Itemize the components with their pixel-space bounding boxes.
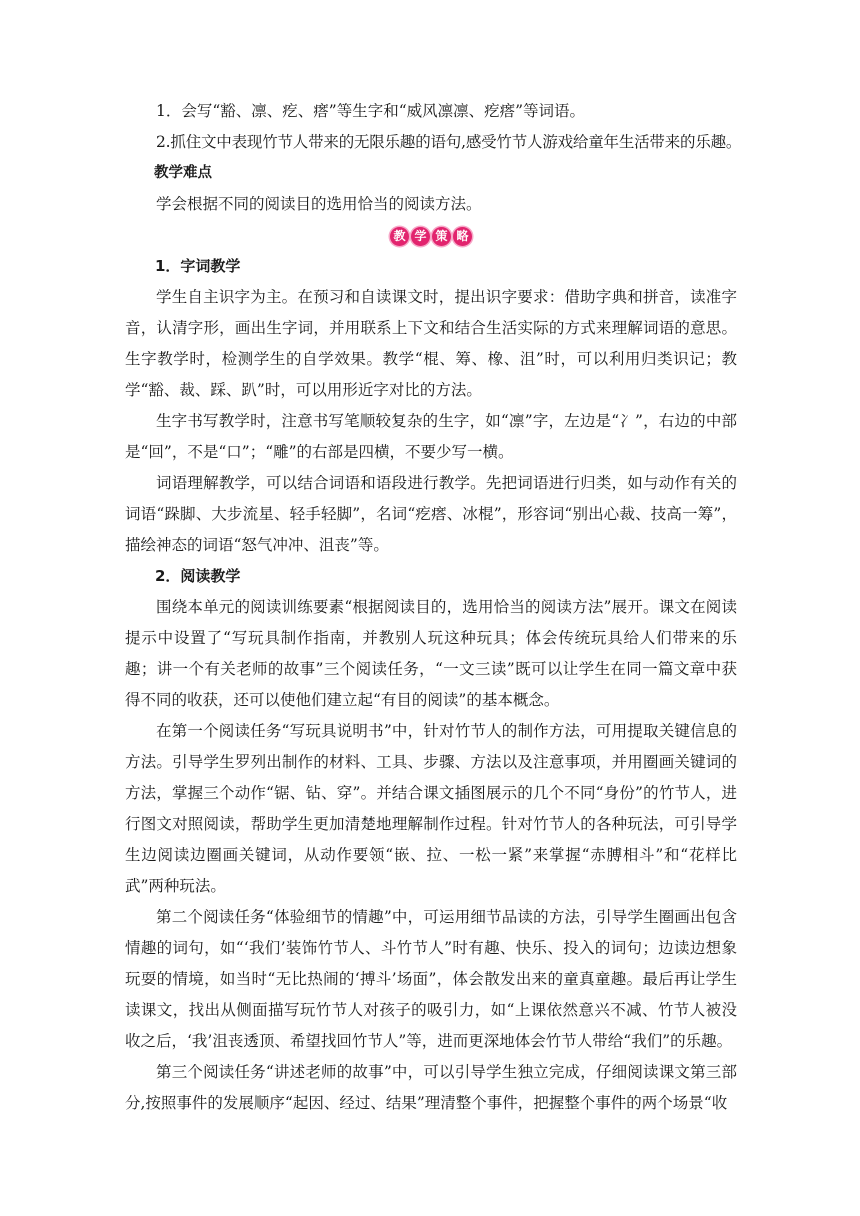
difficulty-text: 学会根据不同的阅读目的选用恰当的阅读方法。	[156, 195, 482, 213]
document-page	[125, 96, 742, 1119]
banner-char: 学	[411, 227, 430, 246]
section-1-heading: 1．字词教学	[155, 257, 241, 275]
paragraph: 第二个阅读任务“体验细节的情趣”中，可运用细节品读的方法，引导学生圈画出包含情趣的词句，如“‘我们’装饰竹节人、斗竹节人”时有趣、快乐、投入的词句；边读边想象玩耍的情境，如当时“无比热闹的‘搏斗’场面”，体会散发出来的童真童趣。最后再让学生读课文，找出从侧面描写玩竹节人对孩子的吸引力，如“上课依然意兴不减、竹节人被没收之后，‘我’沮丧透顶、希望找回竹节人”等，进而更深地体会竹节人带给“我们”的乐趣。	[125, 908, 737, 1050]
paragraph: 在第一个阅读任务“写玩具说明书”中，针对竹节人的制作方法，可用提取关键信息的方法。引导学生罗列出制作的材料、工具、步骤、方法以及注意事项，并用圈画关键词的方法，掌握三个动作“锯、钻、穿”。并结合课文插图展示的几个不同“身份”的竹节人，进行图文对照阅读，帮助学生更加清楚地理解制作过程。针对竹节人的各种玩法，可引导学生边阅读边圈画关键词，从动作要领“嵌、拉、一松一紧”来掌握“赤膊相斗”和“花样比武”两种玩法。	[125, 722, 737, 895]
paragraph: 围绕本单元的阅读训练要素“根据阅读目的，选用恰当的阅读方法”展开。课文在阅读提示中设置了“写玩具制作指南，并教别人玩这种玩具；体会传统玩具给人们带来的乐趣；讲一个有关老师的故事”三个阅读任务，“一文三读”既可以让学生在同一篇文章中获得不同的收获，还可以使他们建立起“有目的阅读”的基本概念。	[125, 598, 737, 709]
banner-char: 策	[432, 227, 451, 246]
teaching-strategy-banner	[125, 223, 737, 249]
paragraph: 学生自主识字为主。在预习和自读课文时，提出识字要求：借助字典和拼音，读准字音，认清字形，画出生字词，并用联系上下文和结合生活实际的方式来理解词语的意思。生字教学时，检测学生的自学效果。教学“棍、筹、橡、沮”时，可以利用归类识记；教学“豁、裁、踩、趴”时，可以用形近字对比的方法。	[125, 288, 737, 399]
difficulty-heading: 教学难点	[154, 165, 212, 181]
paragraph: 词语理解教学，可以结合词语和语段进行教学。先把词语进行归类，如与动作有关的词语“跺脚、大步流星、轻手轻脚”，名词“疙瘩、冰棍”，形容词“别出心裁、技高一筹”，描绘神态的词语“怒气冲冲、沮丧”等。	[125, 474, 737, 554]
section-2-heading: 2．阅读教学	[155, 567, 241, 585]
banner-char: 教	[390, 227, 409, 246]
paragraph: 生字书写教学时，注意书写笔顺较复杂的生字，如“凛”字，左边是“冫”，右边的中部是“回”，不是“口”；“雕”的右部是四横，不要少写一横。	[125, 412, 737, 461]
objective-2: 2.抓住文中表现竹节人带来的无限乐趣的语句,感受竹节人游戏给童年生活带来的乐趣。	[156, 133, 742, 151]
paragraph: 第三个阅读任务“讲述老师的故事”中，可以引导学生独立完成，仔细阅读课文第三部分,按照事件的发展顺序“起因、经过、结果”理清整个事件，把握整个事件的两个场景“收	[125, 1063, 737, 1112]
objective-1: 1．会写“豁、凛、疙、瘩”等生字和“威风凛凛、疙瘩”等词语。	[156, 102, 586, 120]
banner-char: 略	[453, 227, 472, 246]
